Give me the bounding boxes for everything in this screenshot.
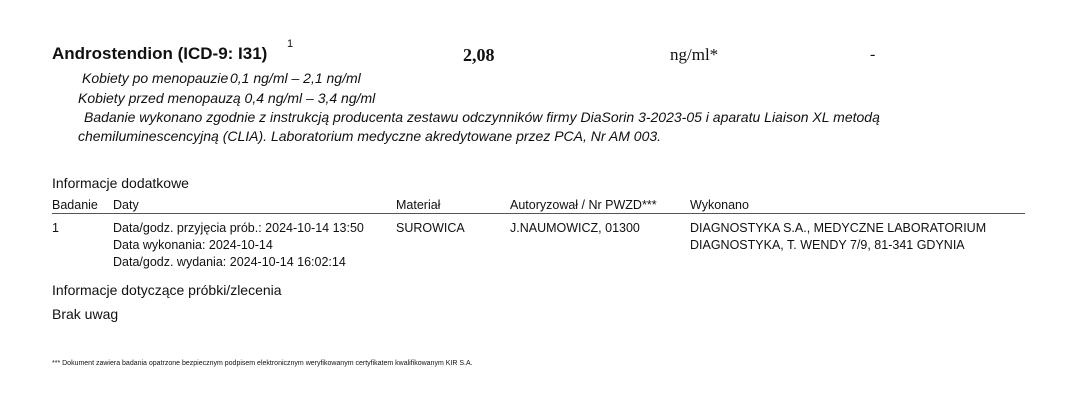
header-badanie: Badanie — [52, 198, 98, 212]
date-performed: Data wykonania: 2024-10-14 — [113, 238, 273, 252]
cell-daty — [113, 220, 364, 271]
lab-line-2: DIAGNOSTYKA, T. WENDY 7/9, 81-341 GDYNIA — [690, 238, 965, 252]
result-value: 2,08 — [463, 45, 495, 65]
cell-wykonano — [690, 220, 986, 254]
header-wykonano: Wykonano — [690, 198, 749, 212]
test-name: Androstendion (ICD-9: I31) — [52, 44, 268, 63]
norm-range: 0,1 ng/ml – 2,1 ng/ml — [230, 70, 361, 86]
header-material: Materiał — [396, 198, 441, 212]
cell-material: SUROWICA — [396, 221, 465, 235]
norm-postmenopause — [82, 70, 361, 86]
header-daty: Daty — [113, 198, 139, 212]
cell-autoryzowal: J.NAUMOWICZ, 01300 — [510, 221, 640, 235]
footnote-marker: 1 — [287, 38, 294, 50]
result-unit: ng/ml* — [670, 45, 719, 64]
method-note-line-1: Badanie wykonano zgodnie z instrukcją producenta zestawu odczynników firmy DiaSorin 3-2023-05 i aparatu Liaison XL metodą — [84, 109, 880, 125]
table-divider — [52, 213, 1025, 214]
result-flag: - — [870, 46, 876, 63]
lab-line-1: DIAGNOSTYKA S.A., MEDYCZNE LABORATORIUM — [690, 221, 987, 235]
cell-badanie: 1 — [52, 221, 59, 235]
method-note-line-2: chemiluminescencyjną (CLIA). Laboratorium medyczne akredytowane przez PCA, Nr AM 003. — [78, 128, 662, 144]
additional-info-title: Informacje dodatkowe — [52, 175, 189, 191]
norm-premenopause: Kobiety przed menopauzą 0,4 ng/ml – 3,4 ng/ml — [78, 90, 376, 106]
header-autoryzowal: Autoryzował / Nr PWZD*** — [510, 198, 657, 212]
sample-info-title: Informacje dotyczące próbki/zlecenia — [52, 282, 282, 298]
norm-label: Kobiety po menopauzie — [82, 70, 229, 86]
sample-info-text: Brak uwag — [52, 306, 119, 322]
date-received: Data/godz. przyjęcia prób.: 2024-10-14 13:50 — [113, 221, 364, 235]
date-issued: Data/godz. wydania: 2024-10-14 16:02:14 — [113, 255, 346, 269]
signature-footnote: *** Dokument zawiera badania opatrzone bezpiecznym podpisem elektronicznym weryfikowanym certyfikatem kwalifikowanym KIR S.A. — [52, 360, 473, 367]
